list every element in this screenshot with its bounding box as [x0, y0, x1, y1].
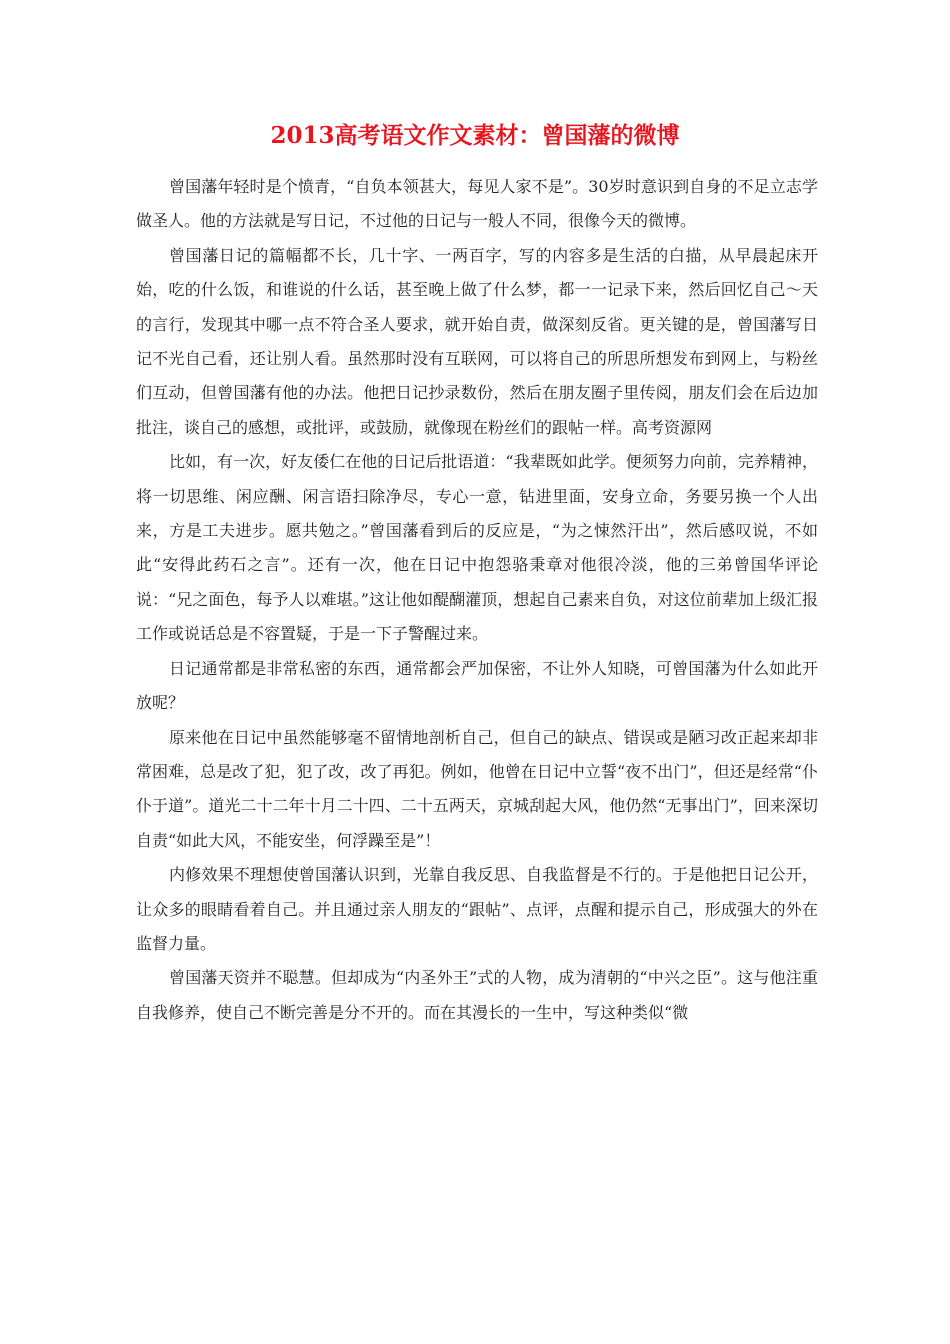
paragraph: 比如，有一次，好友倭仁在他的日记后批语道：“我辈既如此学。便须努力向前，完养精神，将一切思维、闲应酬、闲言语扫除净尽，专心一意，钻进里面，安身立命，务要另换一个人出来，方是工夫进步。愿共勉之。”曾国藩看到后的反应是，“为之悚然汗出”，然后感叹说，不如此“安得此药石之言”。还有一次，他在日记中抱怨骆秉章对他很冷淡，他的三弟曾国华评论说：“兄之面色，每予人以难堪。”这让他如醍醐灌顶，想起自己素来自负，对这位前辈加上级汇报工作或说话总是不容置疑，于是一下子警醒过来。: [136, 452, 818, 644]
paragraph: 原来他在日记中虽然能够毫不留情地剖析自己，但自己的缺点、错误或是陋习改正起来却非常困难，总是改了犯，犯了改，改了再犯。例如，他曾在日记中立誓“夜不出门”，但还是经常“仆仆于道”。道光二十二年十月二十四、二十五两天，京城刮起大风，他仍然“无事出门”，回来深切自责“如此大风，不能安坐，何浮躁至是”！: [136, 727, 818, 850]
document-body: [136, 170, 818, 1030]
paragraph: 曾国藩年轻时是个愤青，“自负本领甚大，每见人家不是”。30岁时意识到自身的不足立志学做圣人。他的方法就是写日记，不过他的日记与一般人不同，很像今天的微博。: [136, 177, 818, 231]
paragraph: 曾国藩天资并不聪慧。但却成为“内圣外王”式的人物，成为清朝的“中兴之臣”。这与他注重自我修养，使自己不断完善是分不开的。而在其漫长的一生中，写这种类似“微: [136, 968, 818, 1022]
paragraph: 日记通常都是非常私密的东西，通常都会严加保密，不让外人知晓，可曾国藩为什么如此开放呢？: [136, 658, 818, 713]
paragraph: 曾国藩日记的篇幅都不长，几十字、一两百字，写的内容多是生活的白描，从早晨起床开始，吃的什么饭，和谁说的什么话，甚至晚上做了什么梦，都一一记录下来，然后回忆自己～天的言行，发现其中哪一点不符合圣人要求，就开始自责，做深刻反省。更关键的是，曾国藩写日记不光自己看，还让别人看。虽然那时没有互联网，可以将自己的所思所想发布到网上，与粉丝们互动，但曾国藩有他的办法。他把日记抄录数份，然后在朋友圈子里传阅，朋友们会在后边加批注，谈自己的感想，或批评，或鼓励，就像现在粉丝们的跟帖一样。高考资源网: [136, 245, 818, 437]
document-title: 2013高考语文作文素材：曾国藩的微博: [270, 122, 680, 149]
paragraph: 内修效果不理想使曾国藩认识到，光靠自我反思、自我监督是不行的。于是他把日记公开，让众多的眼睛看着自己。并且通过亲人朋友的“跟帖”、点评，点醒和提示自己，形成强大的外在监督力量。: [136, 865, 818, 953]
